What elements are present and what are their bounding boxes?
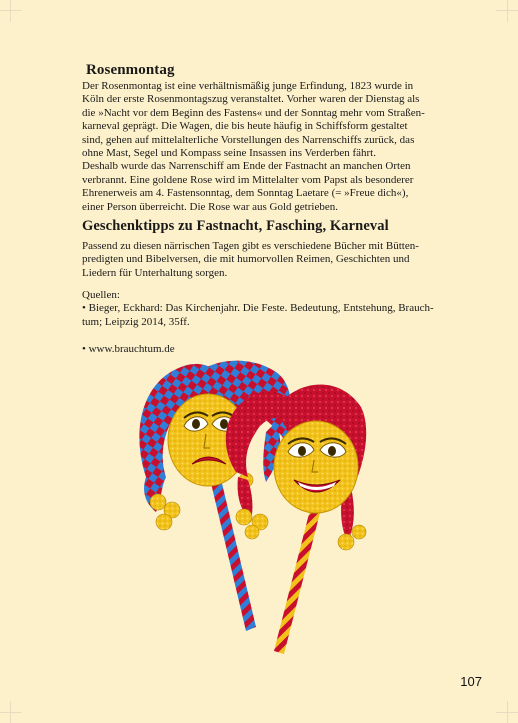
rosenmontag-paragraph [82,80,425,214]
text-line: ohne Mast, Segel und Kompass seine Insassen ins Verderben fährt. [82,147,376,160]
text-line: predigten und Bibelversen, die mit humorvollen Reimen, Geschichten und [82,253,410,266]
text-line: einer Person überreicht. Die Rose war aus Gold getrieben. [82,200,338,213]
crop-mark [507,0,508,22]
source-entry: tum; Leipzig 2014, 35ff. [82,315,190,328]
section-title-geschenktipps: Geschenktipps zu Fastnacht, Fasching, Karneval [82,218,389,234]
right-mask-stick [274,502,322,654]
source-link: • www.brauchtum.de [82,342,175,355]
page-number: 107 [460,674,482,689]
text-line: Ehrenerweis am 4. Fastensonntag, dem Sonntag Laetare (= »Freue dich«), [82,187,409,200]
spacer [82,329,434,342]
source-entry: • Bieger, Eckhard: Das Kirchenjahr. Die Feste. Bedeutung, Entstehung, Brauch- [82,302,434,315]
crop-mark [10,0,11,22]
text-line: die »Nacht vor dem Beginn des Fastens« und der Sonntag mehr vom Straßen- [82,106,425,119]
sources-heading: Quellen: [82,289,120,301]
crop-mark [0,10,22,11]
section-title-rosenmontag: Rosenmontag [86,62,175,78]
geschenktipps-paragraph [82,240,419,280]
text-line: Passend zu diesen närrischen Tagen gibt es verschiedene Bücher mit Bütten- [82,240,419,252]
text-line: sind, gehen auf mittelalterliche Vorstellungen des Narrenschiffs zurück, das [82,133,415,146]
text-line: verbrannt. Eine goldene Rose wird im Mittelalter vom Papst als besonderer [82,173,414,186]
text-line: karneval geprägt. Die Wagen, die bis heute häufig in Schiffsform gestaltet [82,120,408,133]
text-line: Köln der erste Rosenmontagszug veranstaltet. Vorher waren der Dienstag als [82,93,420,106]
crop-mark [0,712,22,713]
crop-mark [10,701,11,723]
text-line: Der Rosenmontag ist eine verhältnismäßig junge Erfindung, 1823 wurde in [82,80,414,92]
text-line: Deshalb wurde das Narrenschiff am Ende der Fastnacht an manchen Orten [82,160,411,173]
sources-block [82,289,434,356]
text-line: Liedern für Unterhaltung sorgen. [82,266,228,279]
happy-mask [274,421,358,513]
crop-mark [507,701,508,723]
jester-masks-icon [126,352,376,657]
